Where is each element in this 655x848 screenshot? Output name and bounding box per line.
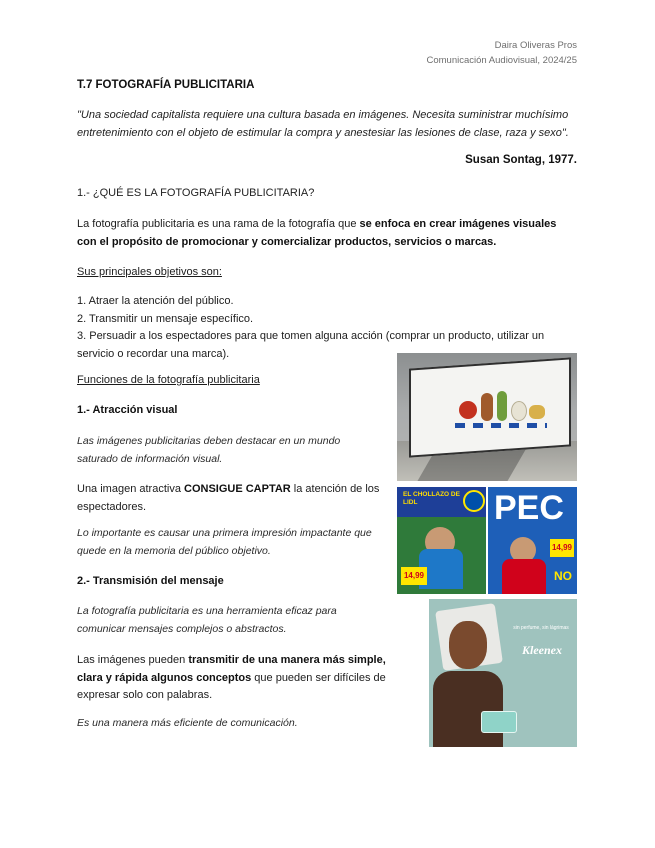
definition-bold: se enfoca en crear imágenes visuales con el propósito de promocionar y comercializar productos, servicios o marcas.	[77, 218, 557, 248]
kleenex-tag: sin perfume, sin lágrimas	[513, 625, 569, 631]
function1-text	[77, 481, 387, 516]
billboard-photo	[397, 353, 577, 481]
header-author: Daira Oliveras Pros	[494, 40, 577, 51]
function2-text-bold: transmitir de una manera más simple, clara y rápida algunos conceptos	[77, 654, 386, 684]
lidl-right-price: 14,99	[550, 539, 574, 557]
function1-heading: 1.- Atracción visual	[77, 404, 178, 416]
function2-italic2: Es una manera más eficiente de comunicación.	[77, 717, 298, 729]
function1-italic1: Las imágenes publicitarias deben destacar en un mundo saturado de información visual.	[77, 435, 341, 465]
function1-italic2: Lo importante es causar una primera impresión impactante que quede en la memoria del público objetivo.	[77, 527, 372, 557]
section-heading: 1.- ¿QUÉ ES LA FOTOGRAFÍA PUBLICITARIA?	[77, 187, 315, 199]
function1-text-a: Una imagen atractiva	[77, 483, 184, 495]
function2-italic1: La fotografía publicitaria es una herramienta eficaz para comunicar mensajes complejos o abstractos.	[77, 605, 337, 635]
objective-item: 1. Atraer la atención del público.	[77, 295, 234, 307]
lidl-right-word: PEC	[494, 489, 564, 527]
objective-item: 3. Persuadir a los espectadores para que tomen alguna acción (comprar un producto, utilizar un servicio o recordar una marca).	[77, 330, 545, 360]
function1-text-bold: CONSIGUE CAPTAR	[184, 483, 291, 495]
lidl-ad-left	[397, 487, 486, 594]
function1-text-b: la atención de los espectadores.	[77, 483, 380, 513]
lidl-left-price: 14,99	[401, 567, 427, 585]
function2-text-b: que pueden ser difíciles de expresar solo con palabras.	[77, 671, 386, 701]
function2-text-a: Las imágenes pueden	[77, 654, 189, 666]
header	[426, 38, 577, 68]
objective-item: 2. Transmitir un mensaje específico.	[77, 312, 254, 325]
lidl-ad-right	[488, 487, 577, 594]
lidl-right-badge: NO	[554, 569, 572, 583]
function2-heading: 2.- Transmisión del mensaje	[77, 575, 224, 587]
kleenex-logo: Kleenex	[522, 643, 562, 657]
definition-paragraph	[77, 216, 577, 251]
document-title: T.7 FOTOGRAFÍA PUBLICITARIA	[77, 79, 255, 91]
kleenex-ad	[429, 599, 577, 747]
definition-text: La fotografía publicitaria es una rama de la fotografía que	[77, 218, 360, 230]
objectives-title: Sus principales objetivos son:	[77, 266, 222, 278]
lidl-logo-icon	[463, 490, 485, 512]
quote-author: Susan Sontag, 1977.	[465, 154, 577, 166]
quote: "Una sociedad capitalista requiere una cultura basada en imágenes. Necesita suministrar muchísimo entretenimiento con el objeto de estimular la compra y anestesiar las lesiones de clase, raza y sexo".	[77, 109, 569, 139]
lidl-left-logo: EL CHOLLAZO DE LIDL	[403, 491, 460, 506]
function2-text	[77, 652, 407, 705]
header-course: Comunicación Audiovisual, 2024/25	[426, 55, 577, 66]
functions-title: Funciones de la fotografía publicitaria	[77, 374, 260, 386]
